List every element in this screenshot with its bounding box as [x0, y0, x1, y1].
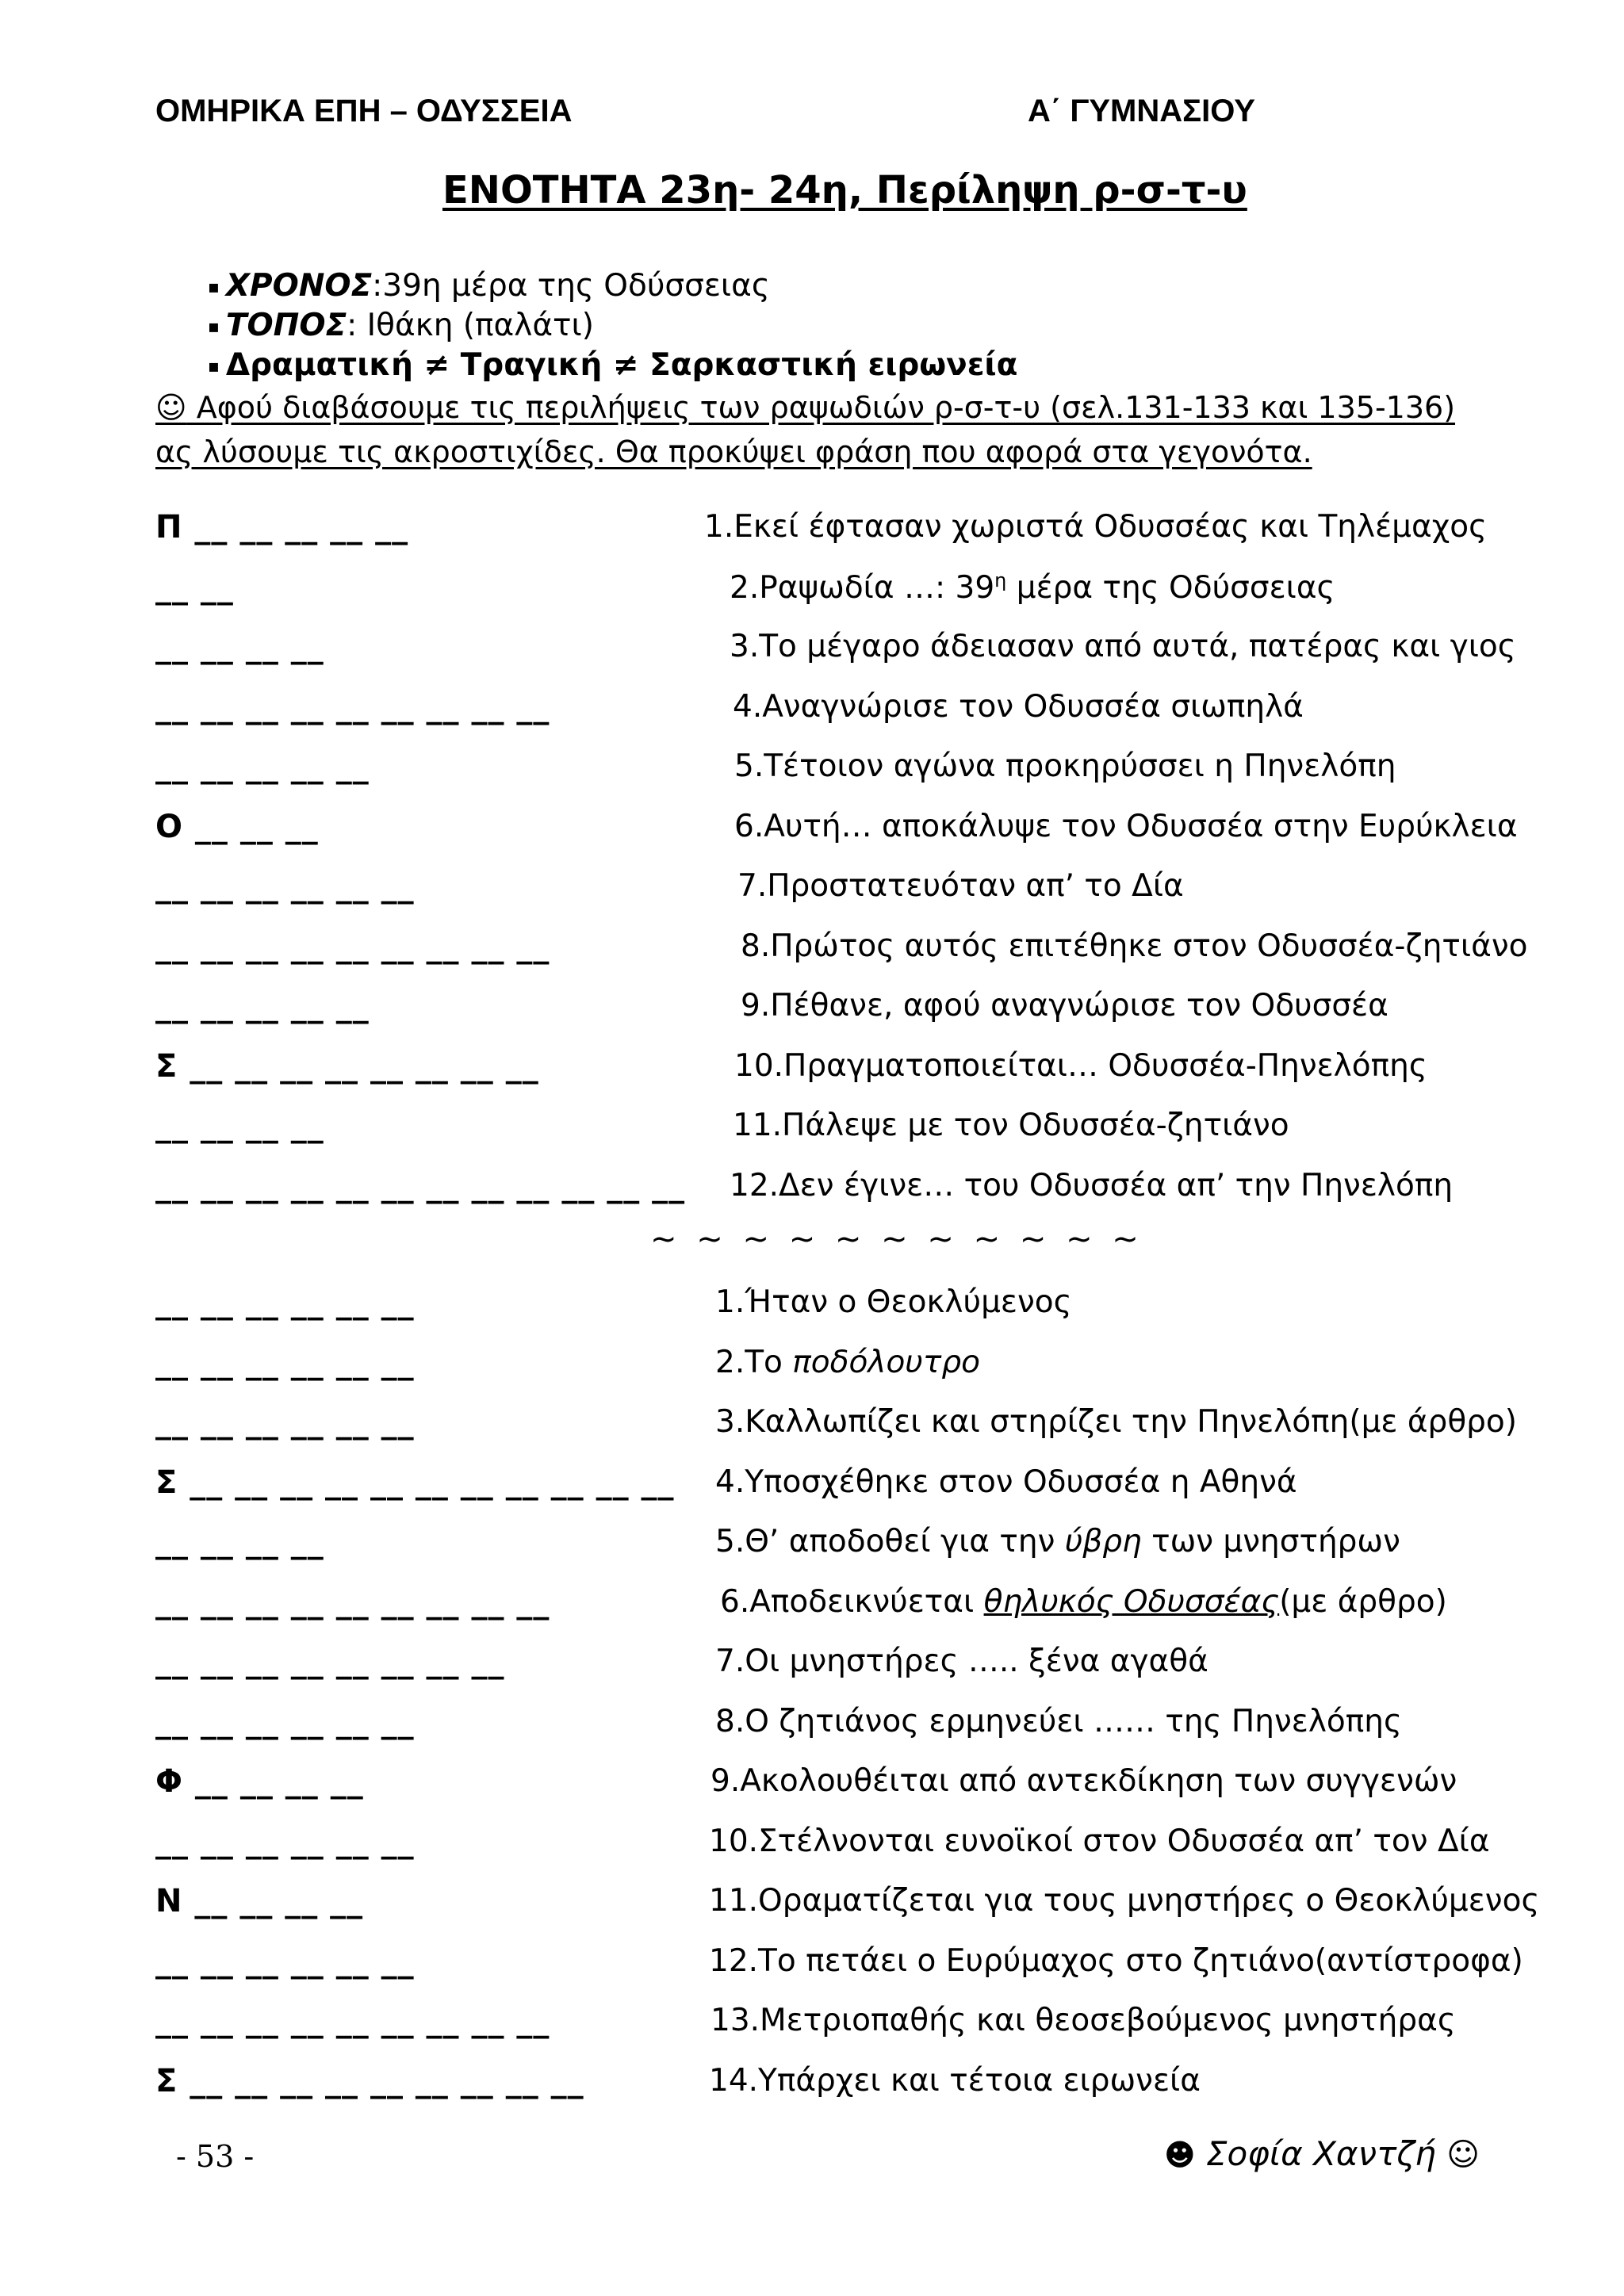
clue-text [710, 2003, 1456, 2038]
header-right: Α΄ ΓΥΜΝΑΣΙΟΥ [1028, 94, 1255, 128]
clue-superscript: η [994, 568, 1007, 591]
answer-blank[interactable]: Φ __ __ __ __ [155, 1763, 364, 1800]
clue-italic: ύβρη [1064, 1524, 1142, 1559]
page-number: - 53 - [176, 2139, 255, 2174]
answer-blank[interactable]: __ __ __ __ __ __ __ __ __ [155, 928, 550, 965]
answer-blank[interactable]: __ __ __ __ __ __ __ __ __ [155, 1583, 550, 1621]
separator: ~ ~ ~ ~ ~ ~ ~ ~ ~ ~ ~ [650, 1221, 1143, 1257]
answer-blank[interactable]: __ __ __ __ __ __ __ __ __ [155, 688, 550, 725]
clue-main: 6.Αυτή… αποκάλυψε τον Οδυσσέα στην Ευρύκλεια [734, 808, 1518, 844]
clue-main: 8.Ο ζητιάνος ερμηνεύει …… της Πηνελόπης [715, 1703, 1402, 1739]
clue-text [733, 689, 1304, 725]
clue-text [715, 1704, 1402, 1739]
clue-main: 11.Πάλεψε με τον Οδυσσέα-ζητιάνο [733, 1108, 1289, 1143]
clue-main: 3.Το μέγαρο άδειασαν από αυτά, πατέρας και γιος [730, 629, 1516, 664]
face-icon: ☻ [1164, 2137, 1196, 2172]
clue-text [715, 1464, 1297, 1500]
irony-types: Δραματική ≠ Τραγική ≠ Σαρκαστική ειρωνεία [225, 347, 1018, 383]
answer-blank[interactable]: __ __ __ __ __ [155, 748, 370, 785]
topos-label: ΤΟΠΟΣ [225, 308, 347, 343]
xronos-label: ΧΡΟΝΟΣ [225, 268, 373, 304]
clue-main: 12.Το πετάει ο Ευρύμαχος στο ζητιάνο(αντίστροφα) [709, 1942, 1523, 1979]
page-title: ΕΝΟΤΗΤΑ 23η- 24η, Περίληψη ρ-σ-τ-υ [442, 168, 1247, 212]
answer-blank[interactable]: __ __ __ __ __ __ [155, 1703, 415, 1740]
clue-main: 7.Οι μνηστήρες ….. ξένα αγαθά [715, 1644, 1208, 1679]
clue-main: 8.Πρώτος αυτός επιτέθηκε στον Οδυσσέα-ζητιάνο [741, 928, 1528, 964]
meta-topos [208, 308, 594, 343]
intro-text [155, 385, 1472, 474]
clue-main: 1.Ήταν ο Θεοκλύμενος [715, 1284, 1072, 1320]
clue-main: 1.Εκεί έφτασαν χωριστά Οδυσσέας και Τηλέμαχος [704, 509, 1487, 545]
answer-blank[interactable]: __ __ __ __ [155, 629, 324, 665]
clue-main: 14.Υπάρχει και τέτοια ειρωνεία [709, 2062, 1201, 2099]
clue-main: 13.Μετριοπαθής και θεοσεβούμενος μνηστήρας [710, 2003, 1456, 2038]
clue-text [710, 1763, 1457, 1799]
clue-main: 2.Το [715, 1344, 793, 1380]
answer-blank[interactable]: __ __ __ __ __ __ __ __ [155, 1644, 505, 1680]
clue-main: 5.Τέτοιον αγώνα προκηρύσσει η Πηνελόπη [734, 748, 1396, 784]
clue-text [709, 1943, 1523, 1979]
answer-blank[interactable]: __ __ __ __ __ __ [155, 868, 415, 905]
clue-text [734, 809, 1518, 844]
clue-italic: θηλυκός Οδυσσέας [983, 1583, 1280, 1620]
clue-text [741, 988, 1388, 1024]
answer-blank[interactable]: __ __ __ __ __ __ __ __ __ [155, 2003, 550, 2039]
clue-text [715, 1644, 1208, 1679]
clue-text [737, 868, 1184, 904]
answer-blank[interactable]: Σ __ __ __ __ __ __ __ __ __ __ __ [155, 1464, 675, 1501]
smile-icon: ☺ [155, 390, 187, 425]
clue-main: 9.Ακολουθέιται από αντεκδίκηση των συγγενών [710, 1763, 1457, 1799]
clue-text [734, 748, 1396, 784]
clue-italic: ποδόλουτρο [792, 1344, 980, 1380]
clue-text [741, 928, 1527, 964]
answer-blank[interactable]: __ __ __ __ __ [155, 988, 370, 1024]
clue-main: 6.Αποδεικνύεται [720, 1583, 984, 1620]
answer-blank[interactable]: Σ __ __ __ __ __ __ __ __ __ [155, 2062, 584, 2099]
answer-blank[interactable]: __ __ __ __ __ __ [155, 1942, 415, 1980]
answer-blank[interactable]: Ο __ __ __ [155, 808, 319, 845]
topos-value: : Ιθάκη (παλάτι) [347, 308, 594, 343]
clue-text [709, 1823, 1490, 1859]
clue-main: 10.Πραγματοποιείται… Οδυσσέα-Πηνελόπης [734, 1047, 1427, 1084]
meta-irony [208, 347, 1017, 383]
answer-blank[interactable]: Π __ __ __ __ __ [155, 509, 409, 545]
clue-suffix: των μνηστήρων [1141, 1524, 1400, 1559]
clue-text [715, 1345, 980, 1380]
clue-main: 3.Καλλωπίζει και στηρίζει την Πηνελόπη(με άρθρο) [715, 1404, 1518, 1440]
clue-text [704, 509, 1487, 545]
clue-main: 7.Προστατευόταν απ’ το Δία [737, 868, 1184, 904]
clue-suffix: (με άρθρο) [1279, 1583, 1447, 1620]
clue-text [709, 1883, 1539, 1919]
smile-icon: ☺ [1446, 2137, 1480, 2173]
clue-main: 10.Στέλνονται ευνοϊκοί στον Οδυσσέα απ’ τον Δία [709, 1823, 1490, 1859]
answer-blank[interactable]: __ __ __ __ __ __ __ __ __ __ __ __ [155, 1167, 686, 1204]
clue-main: 11.Οραματίζεται για τους μνηστήρες ο Θεοκλύμενος [709, 1883, 1540, 1919]
answer-blank[interactable]: __ __ __ __ __ __ [155, 1284, 415, 1321]
answer-blank[interactable]: Ν __ __ __ __ [155, 1883, 364, 1919]
clue-text [730, 629, 1516, 664]
clue-text [715, 1404, 1517, 1440]
answer-blank[interactable]: __ __ __ __ [155, 1108, 324, 1144]
clue-text [720, 1584, 1447, 1620]
clue-text [709, 2063, 1201, 2099]
answer-blank[interactable]: __ __ __ __ __ __ [155, 1344, 415, 1381]
answer-blank[interactable]: Σ __ __ __ __ __ __ __ __ [155, 1047, 539, 1085]
intro-sentence: Αφού διαβάσουμε τις περιλήψεις των ραψωδιών ρ-σ-τ-υ (σελ.131-133 και 135-136) ας λύσουμε τις ακροστιχίδες. Θα προκύψει φράση που αφορά στα γεγονότα. [155, 390, 1456, 469]
author-name: Σοφία Χαντζή [1195, 2134, 1447, 2173]
meta-xronos [208, 268, 770, 304]
answer-blank[interactable]: __ __ __ __ __ __ [155, 1823, 415, 1860]
clue-main: 4.Αναγνώρισε τον Οδυσσέα σιωπηλά [733, 688, 1304, 725]
clue-main: 5.Θ’ αποδοθεί για την [715, 1524, 1065, 1559]
clue-text [715, 1524, 1400, 1559]
bullet-icon: ▪ [208, 317, 220, 337]
clue-text [734, 1048, 1427, 1084]
answer-blank[interactable]: __ __ [155, 568, 234, 606]
clue-text [730, 1168, 1453, 1203]
answer-blank[interactable]: __ __ __ __ [155, 1524, 324, 1560]
clue-text [733, 1108, 1289, 1143]
clue-main: 4.Υποσχέθηκε στον Οδυσσέα η Αθηνά [715, 1464, 1297, 1500]
author-signature [1164, 2134, 1480, 2173]
xronos-value: :39η μέρα της Οδύσσειας [372, 268, 770, 304]
bullet-icon: ▪ [208, 357, 220, 377]
clue-main: 2.Ραψωδία …: 39 [730, 569, 995, 606]
clue-main: 12.Δεν έγινε… του Οδυσσέα απ’ την Πηνελόπη [730, 1167, 1454, 1203]
answer-blank[interactable]: __ __ __ __ __ __ [155, 1404, 415, 1441]
clue-text [715, 1284, 1072, 1320]
header-left: ΟΜΗΡΙΚΑ ΕΠΗ – ΟΔΥΣΣΕΙΑ [155, 94, 573, 128]
clue-suffix: μέρα της Οδύσσειας [1006, 569, 1335, 606]
bullet-icon: ▪ [208, 277, 220, 297]
clue-text [730, 569, 1335, 606]
clue-main: 9.Πέθανε, αφού αναγνώρισε τον Οδυσσέα [741, 988, 1388, 1024]
